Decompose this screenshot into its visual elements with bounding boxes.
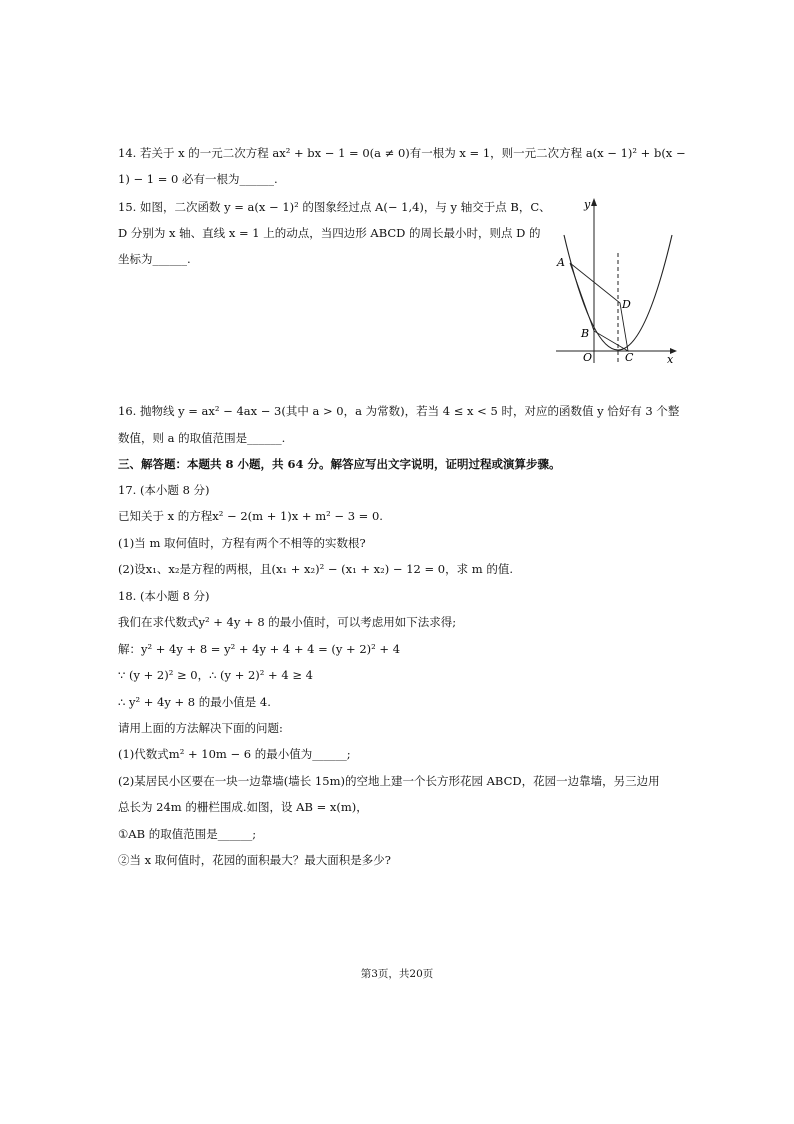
q16-line2: 数值，则 a 的取值范围是______. [118,431,286,445]
q18-line9: ①AB 的取值范围是______; [118,827,257,841]
label-x: x [667,353,674,366]
q15-line1: 15. 如图，二次函数 y = a(x − 1)² 的图象经过点 A(− 1,4)，与 y 轴交于点 B，C、 [118,200,551,214]
label-b: B [581,327,590,340]
q18-line1: 我们在求代数式y² + 4y + 8 的最小值时，可以考虑用如下法求得; [118,615,457,629]
section-3-heading: 三、解答题：本题共 8 小题，共 64 分。解答应写出文字说明，证明过程或演算步骤。 [118,457,561,471]
quadrilateral-abcd [570,263,628,351]
q15-line3: 坐标为______. [118,252,191,266]
parabola-figure [548,195,683,370]
page-footer: 第3页，共20页 [360,968,434,980]
q14-line2: 1) − 1 = 0 必有一根为______. [118,172,278,186]
q17-title: 17. (本小题 8 分) [118,483,210,497]
q18-line10: ②当 x 取何值时，花园的面积最大？最大面积是多少? [118,853,391,867]
q18-line6: (1)代数式m² + 10m − 6 的最小值为______; [118,747,351,761]
q18-line3: ∵ (y + 2)² ≥ 0，∴ (y + 2)² + 4 ≥ 4 [118,668,313,682]
q15-line2: D 分别为 x 轴、直线 x = 1 上的动点，当四边形 ABCD 的周长最小时，则点 D 的 [118,226,541,240]
q18-line8: 总长为 24m 的栅栏围成.如图，设 AB = x(m)， [118,800,368,814]
q18-line2: 解：y² + 4y + 8 = y² + 4y + 4 + 4 = (y + 2)² + 4 [118,642,401,656]
label-y: y [584,198,591,211]
q17-line1: 已知关于 x 的方程x² − 2(m + 1)x + m² − 3 = 0. [118,509,383,523]
q16-line1: 16. 抛物线 y = ax² − 4ax − 3(其中 a > 0，a 为常数)，若当 4 ≤ x < 5 时，对应的函数值 y 恰好有 3 个整 [118,404,680,418]
y-axis-arrow [591,198,597,206]
label-c: C [625,351,634,364]
q17-line3: (2)设x₁、x₂是方程的两根，且(x₁ + x₂)² − (x₁ + x₂) − 12 = 0，求 m 的值. [118,562,513,576]
q18-line7: (2)某居民小区要在一块一边靠墙(墙长 15m)的空地上建一个长方形花园 ABCD，花园一边靠墙，另三边用 [118,774,660,788]
q18-title: 18. (本小题 8 分) [118,589,210,603]
label-origin: O [583,351,593,364]
q14-line1: 14. 若关于 x 的一元二次方程 ax² + bx − 1 = 0(a ≠ 0)有一根为 x = 1，则一元二次方程 a(x − 1)² + b(x − [118,146,686,160]
q18-line4: ∴ y² + 4y + 8 的最小值是 4. [118,695,271,709]
label-d: D [622,298,631,311]
label-a: A [557,256,565,269]
q17-line2: (1)当 m 取何值时，方程有两个不相等的实数根? [118,536,366,550]
q18-line5: 请用上面的方法解决下面的问题: [118,721,283,735]
